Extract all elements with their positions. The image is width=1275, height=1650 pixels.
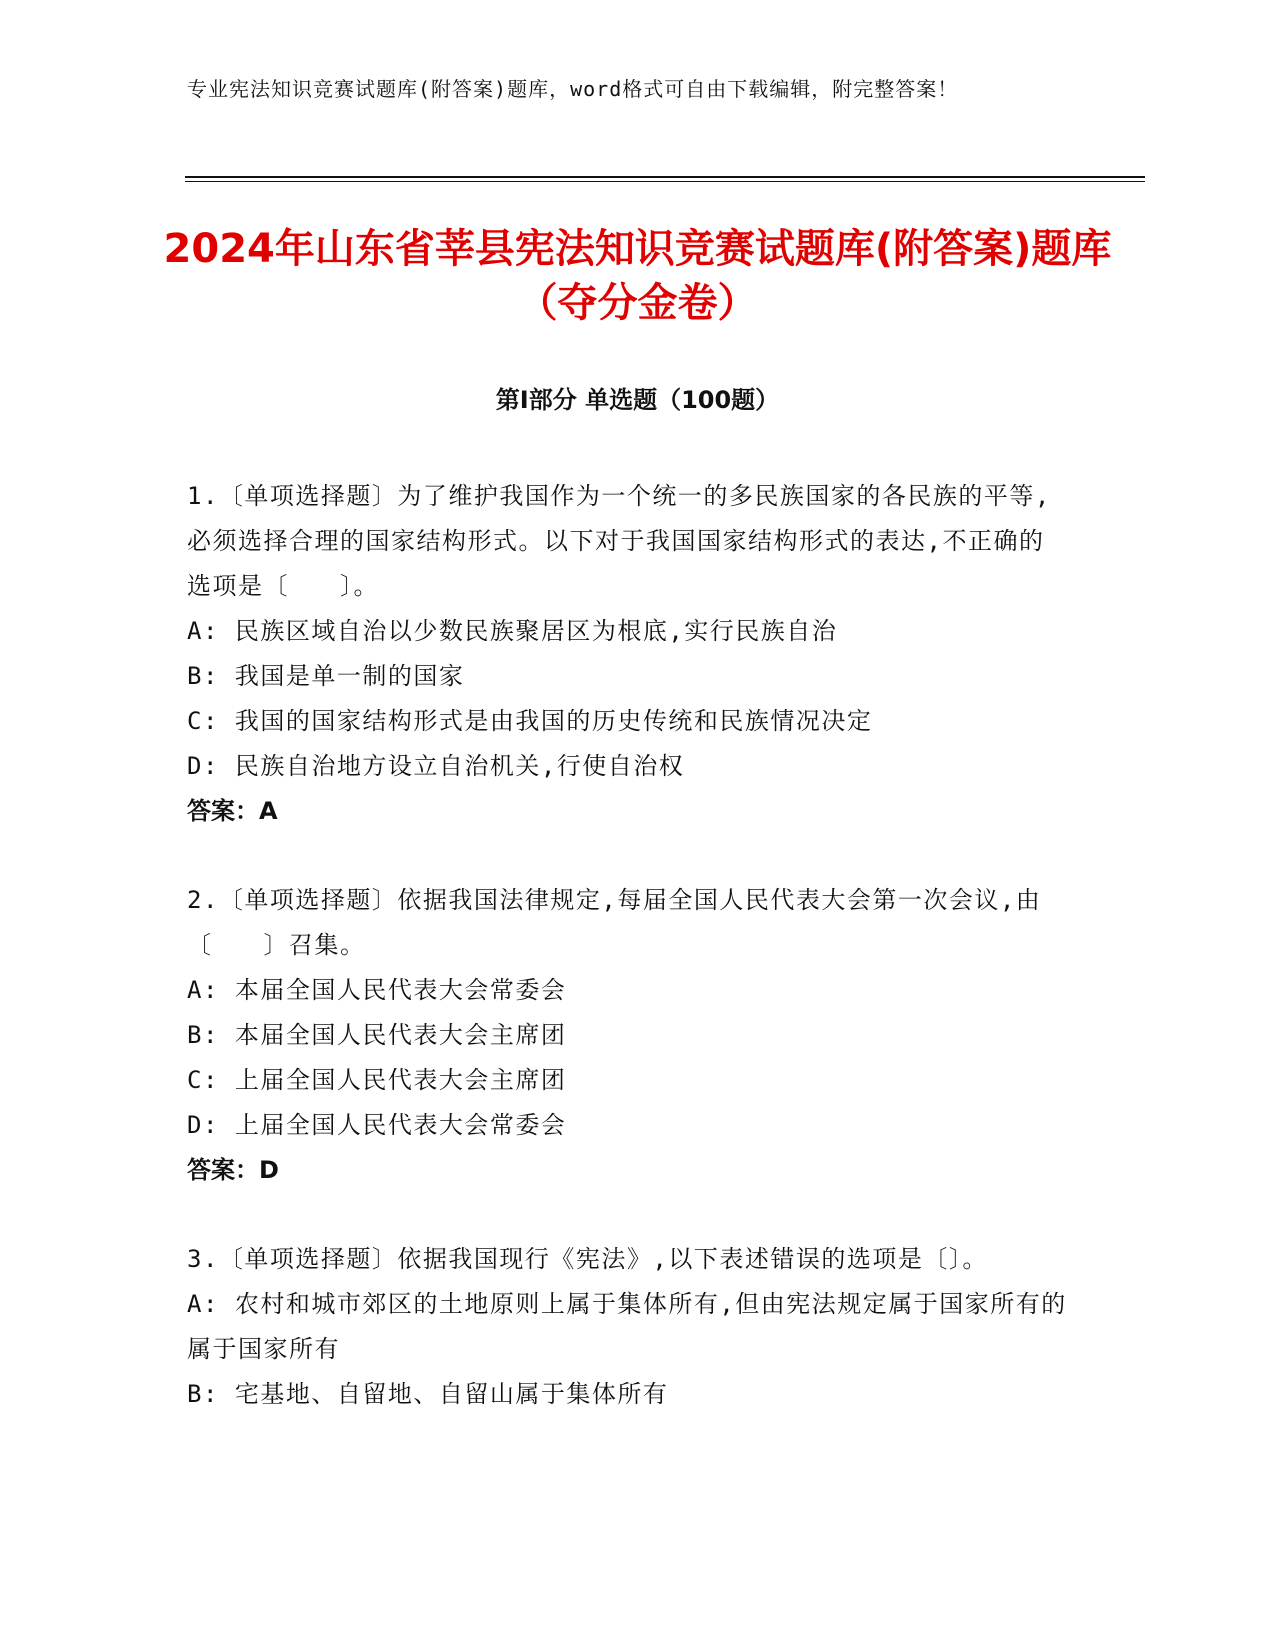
header-note: 专业宪法知识竞赛试题库(附答案)题库，word格式可自由下载编辑，附完整答案！: [187, 77, 959, 101]
question-list: [187, 474, 1067, 1461]
option-a: A: 民族区域自治以少数民族聚居区为根底,实行民族自治: [187, 617, 838, 645]
option-d: D: 民族自治地方设立自治机关,行使自治权: [187, 752, 685, 780]
question-1: [187, 474, 1067, 834]
option-b: B: 本届全国人民代表大会主席团: [187, 1021, 567, 1049]
answer: 答案：A: [187, 797, 278, 825]
answer: 答案：D: [187, 1156, 279, 1184]
question-stem: 1.〔单项选择题〕为了维护我国作为一个统一的多民族国家的各民族的平等,必须选择合理的国家结构形式。以下对于我国国家结构形式的表达,不正确的选项是〔 〕。: [187, 482, 1051, 600]
option-a: A: 本届全国人民代表大会常委会: [187, 976, 567, 1004]
option-c: C: 上届全国人民代表大会主席团: [187, 1066, 567, 1094]
question-3: [187, 1237, 1067, 1417]
option-b: B: 宅基地、自留地、自留山属于集体所有: [187, 1380, 669, 1408]
question-stem: 2.〔单项选择题〕依据我国法律规定,每届全国人民代表大会第一次会议,由〔 〕召集。: [187, 886, 1042, 959]
option-b: B: 我国是单一制的国家: [187, 662, 465, 690]
document-title: 2024年山东省莘县宪法知识竞赛试题库(附答案)题库（夺分金卷）: [163, 226, 1112, 326]
question-2: [187, 878, 1067, 1193]
section-title: 第Ⅰ部分 单选题（100题）: [495, 386, 780, 414]
header-divider-thick: [185, 176, 1145, 178]
option-c: C: 我国的国家结构形式是由我国的历史传统和民族情况决定: [187, 707, 873, 735]
option-d: D: 上届全国人民代表大会常委会: [187, 1111, 567, 1139]
question-stem: 3.〔单项选择题〕依据我国现行《宪法》,以下表述错误的选项是〔〕。: [187, 1245, 988, 1273]
option-a: A: 农村和城市郊区的土地原则上属于集体所有,但由宪法规定属于国家所有的属于国家所有: [187, 1290, 1067, 1363]
header-divider-thin: [185, 181, 1145, 182]
